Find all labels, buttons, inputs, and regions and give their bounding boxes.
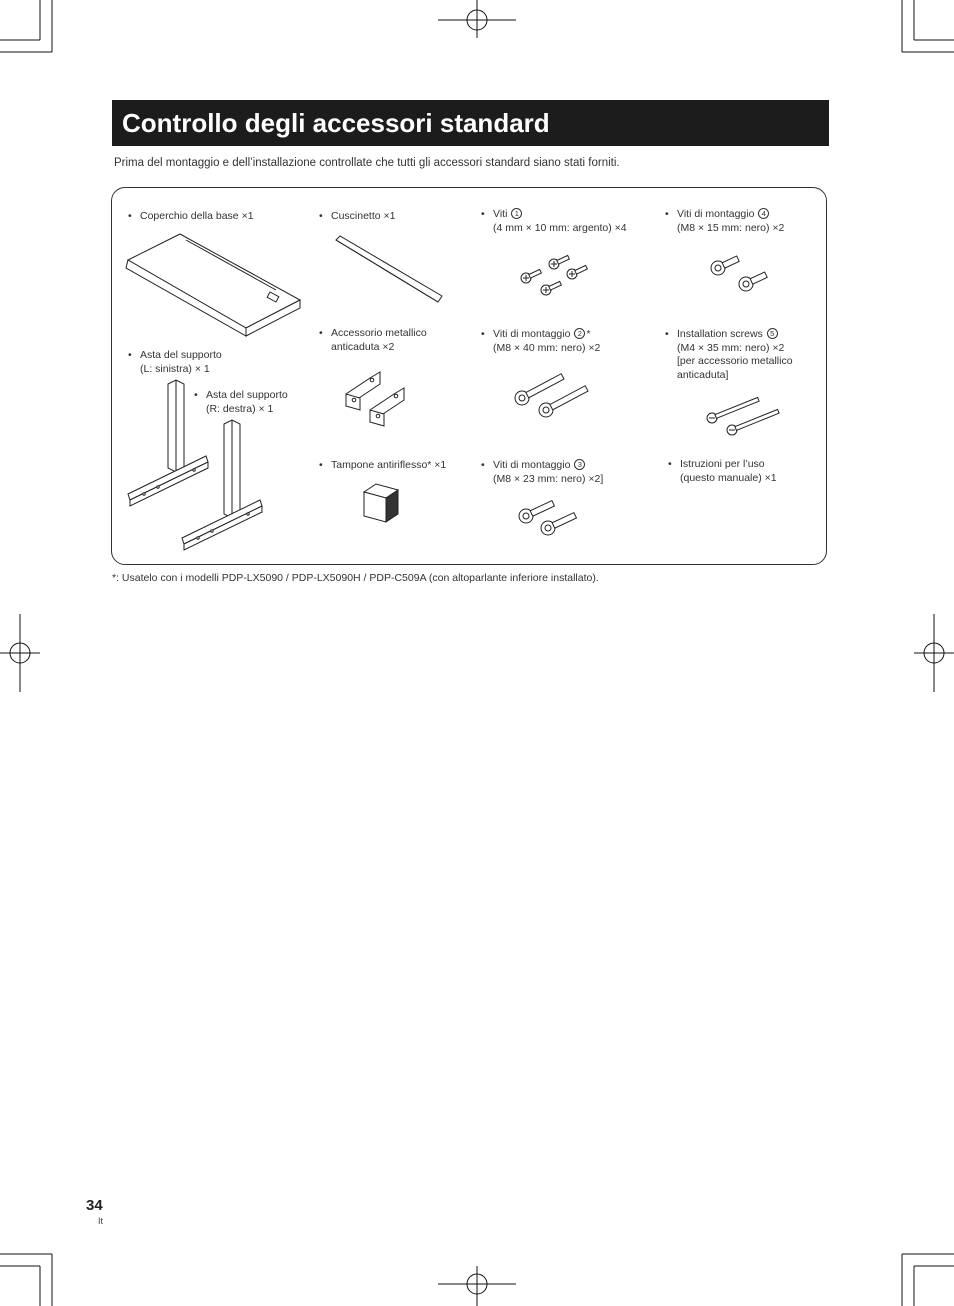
item-label-line1 — [481, 328, 600, 342]
item-label-line1 — [481, 208, 627, 222]
page-number: 34 — [86, 1197, 103, 1214]
item-label-prefix: Viti di montaggio — [677, 208, 755, 220]
number-badge: 4 — [758, 208, 769, 219]
screws-3-illustration — [516, 496, 586, 538]
bullet: • — [481, 208, 485, 220]
base-cover-illustration — [124, 232, 304, 342]
number-badge: 5 — [767, 328, 778, 339]
screws-5-illustration — [702, 390, 784, 440]
item-pad — [319, 459, 446, 473]
item-base-cover — [128, 210, 254, 224]
bullet: • — [665, 208, 669, 220]
item-label-suffix: * — [586, 328, 591, 340]
bullet: • — [481, 328, 485, 340]
item-bracket — [319, 327, 427, 354]
item-label-line2: (M8 × 40 mm: nero) ×2 — [493, 341, 601, 354]
footnote: *: Usatelo con i modelli PDP-LX5090 / PDP-LX5090H / PDP-C509A (con altoparlante inferiore installato). — [112, 572, 599, 584]
item-label-prefix: Viti — [493, 208, 508, 220]
cushion-illustration — [334, 234, 446, 306]
item-label-prefix: Installation screws — [677, 328, 763, 340]
bullet: • — [481, 459, 485, 471]
item-label-line2: (R: destra) × 1 — [206, 402, 274, 415]
item-label-prefix: Viti di montaggio — [493, 328, 571, 340]
item-manual — [668, 458, 777, 485]
item-label-line2: anticaduta ×2 — [331, 340, 395, 353]
item-label-line2: (M4 × 35 mm: nero) ×2 — [677, 341, 785, 354]
item-label-prefix: Viti di montaggio — [493, 459, 571, 471]
screws-2-illustration — [512, 366, 594, 422]
bullet: • — [319, 459, 323, 471]
item-label-line2: (M8 × 15 mm: nero) ×2 — [677, 221, 785, 234]
bullet: • — [668, 458, 672, 470]
stands-illustration — [124, 378, 274, 550]
bullet: • — [665, 328, 669, 340]
item-screws-2 — [481, 328, 600, 355]
item-stand-left — [128, 349, 222, 376]
bracket-illustration — [340, 364, 420, 426]
bullet: • — [319, 210, 323, 222]
page-title: Controllo degli accessori standard — [112, 100, 829, 146]
item-label: Cuscinetto ×1 — [331, 210, 396, 222]
item-label-line1: Istruzioni per l’uso — [680, 458, 765, 470]
intro-text: Prima del montaggio e dell’installazione controllate che tutti gli accessori standard siano stati forniti. — [114, 157, 620, 169]
screws-1-illustration — [518, 252, 596, 300]
item-cushion — [319, 210, 396, 224]
number-badge: 2 — [574, 328, 585, 339]
item-screws-3 — [481, 459, 603, 486]
item-label-line1: Asta del supporto — [140, 349, 222, 361]
item-label-line2: (M8 × 23 mm: nero) ×2] — [493, 472, 604, 485]
item-label-line2: (L: sinistra) × 1 — [140, 362, 210, 375]
item-label-line1: Asta del supporto — [206, 389, 288, 401]
item-label: Coperchio della base ×1 — [140, 210, 254, 222]
number-badge: 1 — [511, 208, 522, 219]
item-label: Tampone antiriflesso* ×1 — [331, 459, 447, 471]
item-label-line3: [per accessorio metallico — [677, 355, 793, 367]
pad-illustration — [360, 482, 402, 526]
item-label-line1 — [665, 328, 793, 342]
number-badge: 3 — [574, 459, 585, 470]
item-label-line1 — [665, 208, 784, 222]
item-label-line1 — [481, 459, 603, 473]
item-label-line2: (questo manuale) ×1 — [680, 471, 777, 484]
item-screws-4 — [665, 208, 784, 235]
bullet: • — [319, 327, 323, 339]
bullet: • — [194, 389, 198, 401]
item-screws-1 — [481, 208, 627, 235]
item-label-line1: Accessorio metallico — [331, 327, 427, 339]
screws-4-illustration — [706, 250, 778, 298]
bullet: • — [128, 210, 132, 222]
language-code: It — [98, 1216, 104, 1226]
bullet: • — [128, 349, 132, 361]
item-screws-5 — [665, 328, 793, 382]
item-label-line4: anticaduta] — [677, 368, 729, 381]
item-label-line2: (4 mm × 10 mm: argento) ×4 — [493, 221, 627, 234]
